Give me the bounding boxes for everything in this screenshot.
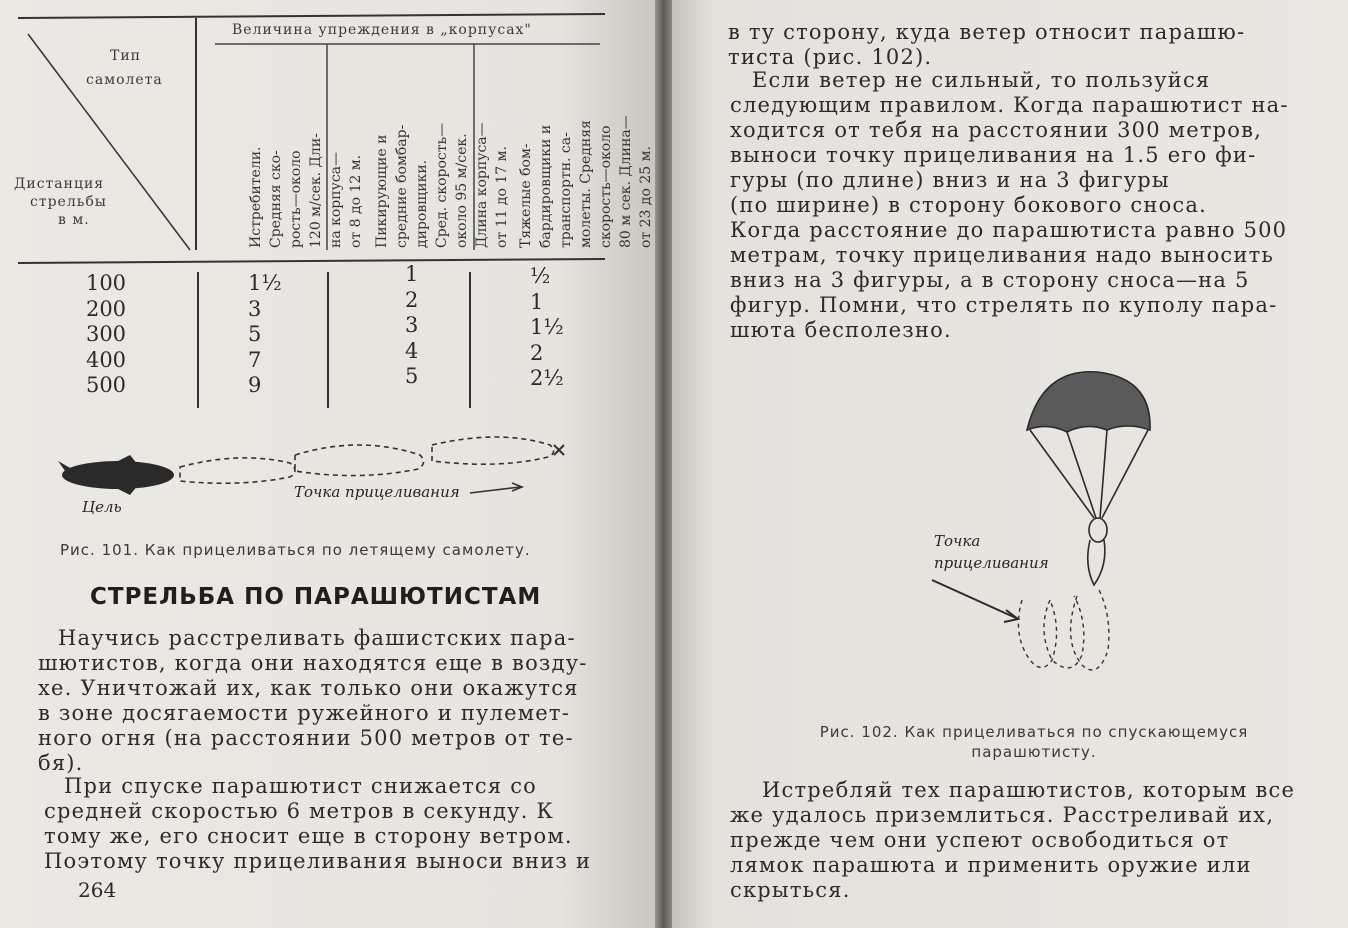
table-cell: 9 (248, 373, 262, 397)
table-cell: 2½ (530, 366, 564, 390)
table-cell: 1 (405, 262, 419, 286)
ghost-plane-icon (432, 437, 554, 464)
table-cell: 500 (85, 373, 127, 397)
left-page (0, 0, 655, 928)
distance-label-3: в м. (58, 212, 90, 228)
table-header-main: Величина упреждения в „корпусах" (232, 22, 532, 38)
target-plane-icon (58, 455, 174, 495)
column-header-dive-bombers: Пикирующие и средние бомбар- дировщики. Сред. скорость— около 95 м/сек. Длина корпуса— от 11 до 17 м. (374, 122, 510, 248)
right-paragraph-2: Если ветер не сильный, то пользуйся следующим правилом. Когда парашютист на- ходится от тебя на расстоянии 300 метров, выноси точку прицеливания на 1.5 его фи- гуры (по длине) вниз и на 3 фигуры (по ширине) в сторону бокового сноса. Когда расстояние до парашютиста равно 500 метрам, точку прицеливания надо выносить вниз на 3 фигуры, а в сторону сноса—на 5 фигур. Помни, что стрелять по куполу пара- шюта бесполезно. (730, 68, 1289, 342)
page-number: 264 (78, 878, 117, 902)
column-header-fighters: Истребители. Средняя ско- рость—около 120 м/сек. Дли- на корпуса— от 8 до 12 м. (248, 133, 364, 248)
aim-point-label: Точка прицеливания (294, 483, 460, 501)
ghost-plane-icon (295, 445, 424, 476)
right-paragraph-3: Истребляй тех парашютистов, которым все же удалось приземлиться. Расстреливай их, прежде чем они успеют освободиться от лямок парашюта и применить оружие или скрыться. (730, 778, 1296, 902)
drift-path-icon (1018, 588, 1108, 670)
table-cell: 1 (530, 289, 544, 314)
paratrooper-icon (1088, 518, 1107, 585)
aim-point-label-102: Точка прицеливания (934, 532, 1049, 572)
table-cell: ½ (530, 264, 551, 288)
table-cell: 7 (248, 347, 262, 372)
right-paragraph-1: в ту сторону, куда ветер относит парашю- тиста (рис. 102). (728, 20, 1246, 69)
ghost-plane-icon (180, 458, 295, 483)
aim-arrow-icon (932, 580, 1016, 618)
table-cell: 2 (405, 287, 419, 312)
distance-label-2: стрельбы (30, 194, 107, 210)
parachute-canopy-icon (1027, 372, 1150, 518)
fighters-column (248, 271, 282, 399)
table-cell: 3 (248, 296, 262, 321)
table-cell: 300 (85, 322, 127, 346)
table-cell: 2 (530, 340, 544, 365)
table-cell: 100 (85, 271, 127, 295)
type-label-1: Тип (110, 48, 141, 64)
table-cell: 1½ (248, 271, 282, 295)
right-page (672, 0, 1348, 928)
table-cell: 3 (405, 313, 419, 337)
heavy-bombers-column (530, 264, 564, 392)
left-paragraph-2: При спуске парашютист снижается со средней скоростью 6 метров в секунду. К тому же, его сносит еще в сторону ветром. Поэтому точку прицеливания выноси вниз и (44, 774, 592, 873)
figure-101-caption: Рис. 101. Как прицеливаться по летящему самолету. (60, 541, 531, 559)
type-label-2: самолета (86, 72, 163, 88)
table-cell: 5 (248, 322, 262, 346)
table-cell: 4 (405, 338, 419, 363)
table-cell: 5 (405, 364, 419, 388)
dive-bombers-column (405, 262, 418, 390)
distance-label-1: Дистанция (14, 176, 105, 192)
figure-101-drawing (50, 425, 590, 525)
target-label: Цель (82, 498, 122, 516)
left-paragraph-1: Научись расстреливать фашистских пара- шютистов, когда они находятся еще в возду- хе. Уничтожай их, как только они окажутся в зоне досягаемости ружейного и пулемет- ного огня (на расстоянии 500 метров от те- бя). (38, 626, 588, 775)
figure-102-caption: Рис. 102. Как прицеливаться по спускающемуся парашютисту. (819, 723, 1249, 761)
table-cell: 400 (85, 347, 127, 372)
book-gutter (655, 0, 672, 928)
aim-point-cross-icon (554, 445, 564, 455)
table-cell: 200 (85, 296, 127, 321)
distance-column (84, 271, 128, 399)
table-cell: 1½ (530, 315, 564, 339)
section-heading: СТРЕЛЬБА ПО ПАРАШЮТИСТАМ (90, 584, 542, 610)
column-header-heavy-bombers: Тяжелые бом- бардировщики и транспортн. са- молеты. Средняя скорость—около 80 м сек. Длина— от 23 до 25 м. (518, 115, 654, 248)
